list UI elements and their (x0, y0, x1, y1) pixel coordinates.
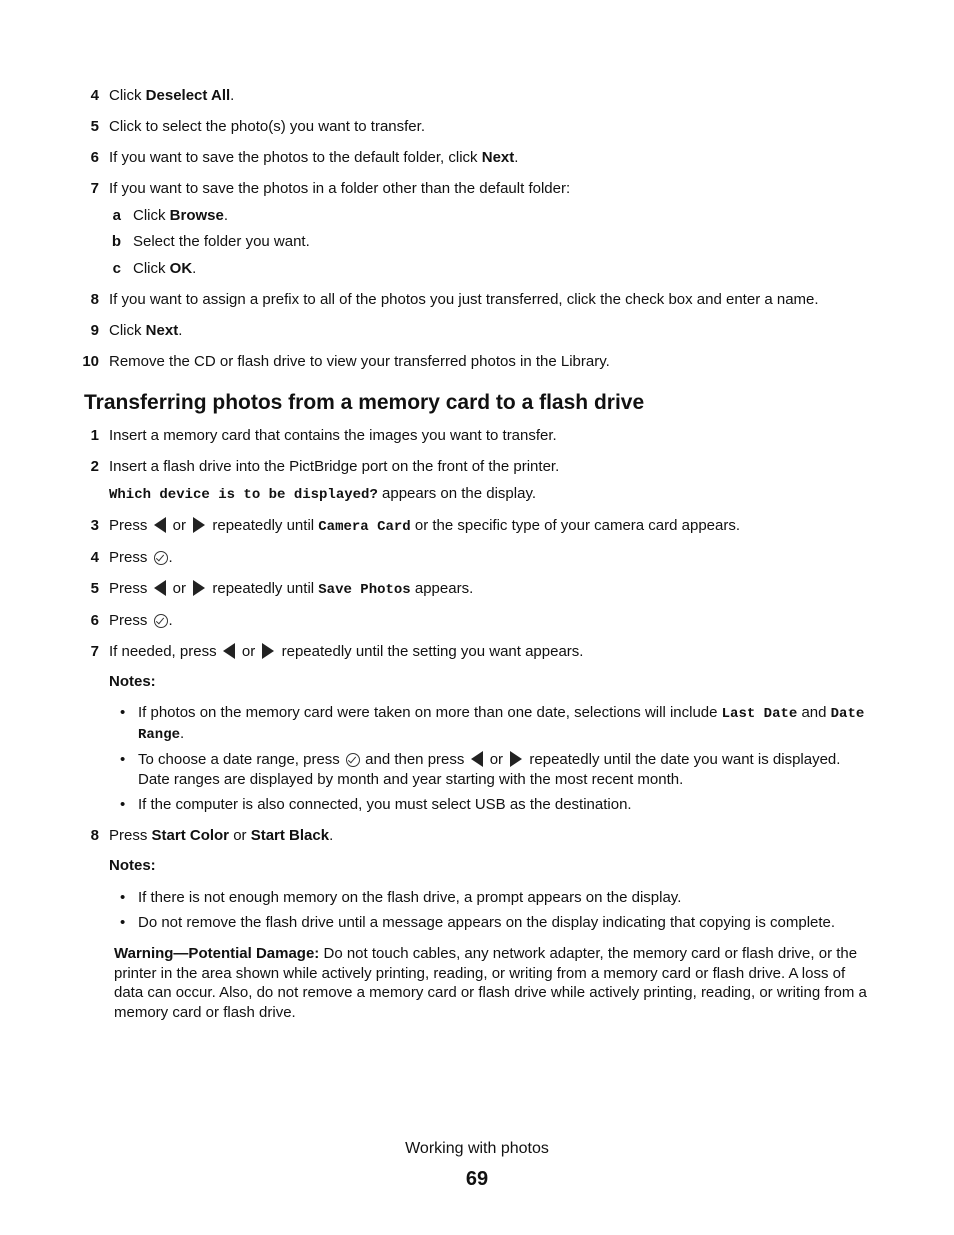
step-text: Click to select the photo(s) you want to transfer. (109, 118, 425, 135)
start-color-label: Start Color (151, 827, 230, 844)
notes-label: Notes: (109, 673, 156, 690)
right-arrow-icon (193, 580, 205, 596)
note-text-post: . (180, 725, 185, 742)
step-number: 4 (90, 87, 99, 104)
press-text: Press (109, 612, 152, 629)
step-number: 5 (90, 118, 99, 135)
left-arrow-icon (154, 580, 166, 596)
bullet-icon: • (120, 796, 126, 813)
press-text: Press (109, 517, 152, 534)
step-text (109, 612, 874, 630)
page-number: 69 (465, 1168, 489, 1190)
step-text (109, 149, 874, 167)
step-number: 1 (90, 427, 99, 444)
step-text-pre: Click (109, 87, 146, 104)
notes-label: Notes: (109, 857, 156, 874)
right-arrow-icon (510, 751, 522, 767)
note-text: If there is not enough memory on the flash drive, a prompt appears on the display. (138, 889, 682, 906)
press-text: Press (109, 549, 152, 566)
bullet-icon: • (120, 889, 126, 906)
step-number: 10 (82, 353, 99, 370)
next-label: Next (145, 322, 179, 339)
step-text-post: . (168, 612, 173, 629)
substep-letter: b (111, 233, 121, 250)
note-text: Do not remove the flash drive until a message appears on the display indicating that copying is complete. (138, 914, 836, 931)
step-text (109, 517, 874, 536)
press-text: Press (109, 827, 152, 844)
next-label: Next (481, 149, 515, 166)
step-text-post: . (168, 549, 173, 566)
step-text-post: . (329, 827, 334, 844)
note-text-pre: To choose a date range, press (138, 751, 344, 768)
substep-text (133, 260, 874, 278)
step-text: If you want to save the photos in a folder other than the default folder: (109, 180, 571, 197)
bullet-icon: • (120, 751, 126, 768)
substep-text-pre: Click (133, 207, 170, 224)
select-button-icon (154, 614, 168, 628)
step-text-post: . (514, 149, 519, 166)
date-range-label: Date Range (138, 706, 865, 743)
step-text (109, 87, 874, 105)
note-text-pre: If photos on the memory card were taken on more than one date, selections will include (138, 704, 722, 721)
step-number: 8 (90, 291, 99, 308)
press-text: Press (109, 580, 152, 597)
step-text: If you want to assign a prefix to all of the photos you just transferred, click the check box and enter a name. (109, 291, 819, 308)
until-text: repeatedly until (208, 580, 319, 597)
step-number: 8 (90, 827, 99, 844)
substep-text-post: . (192, 260, 197, 277)
step-number: 4 (90, 549, 99, 566)
note-text-mid: and then press (360, 751, 469, 768)
right-arrow-icon (193, 517, 205, 533)
left-arrow-icon (471, 751, 483, 767)
step-number: 7 (90, 643, 99, 660)
step-text-pre: If needed, press (109, 643, 221, 660)
step-text-pre: Click (109, 322, 146, 339)
last-date-label: Last Date (721, 706, 798, 722)
bullet-icon: • (120, 914, 126, 931)
or-text: or (168, 517, 191, 534)
until-text: repeatedly until (208, 517, 319, 534)
substep-letter: a (112, 207, 121, 224)
browse-label: Browse (169, 207, 224, 224)
save-photos-label: Save Photos (318, 582, 411, 598)
substep-text-pre: Click (133, 260, 170, 277)
step-number: 9 (90, 322, 99, 339)
note-text (138, 750, 873, 790)
step-text-post: . (178, 322, 183, 339)
step-text (109, 580, 874, 599)
select-button-icon (346, 753, 360, 767)
warning-label: Warning—Potential Damage: (114, 945, 320, 962)
or-text: or (237, 643, 260, 660)
step-text-post: or the specific type of your camera card appears. (410, 517, 741, 534)
step-text-post: . (230, 87, 235, 104)
or-text: or (485, 751, 508, 768)
section-heading: Transferring photos from a memory card to a flash drive (84, 391, 645, 414)
right-arrow-icon (262, 643, 274, 659)
step-text (109, 643, 874, 661)
left-arrow-icon (154, 517, 166, 533)
step-number: 3 (90, 517, 99, 534)
or-text: or (168, 580, 191, 597)
step-text (109, 827, 874, 845)
display-message: Which device is to be displayed? (109, 487, 378, 503)
substep-text: Select the folder you want. (133, 233, 310, 250)
step-text-pre: If you want to save the photos to the default folder, click (109, 149, 482, 166)
step-number: 5 (90, 580, 99, 597)
display-message-text (109, 485, 874, 504)
step-number: 7 (90, 180, 99, 197)
note-text (138, 703, 873, 745)
warning-text: Do not touch cables, any network adapter, the memory card or flash drive, or the printer in the area shown while actively printing, reading, or writing from a memory card or flash drive. A loss of data can occur. Also, do not remove a memory card or flash drive while actively printing, reading, or writing from a memory card or flash drive. (114, 945, 867, 1021)
or-text: or (229, 827, 251, 844)
left-arrow-icon (223, 643, 235, 659)
note-text-post: repeatedly until the date you want is displayed. Date ranges are displayed by month and year starting with the most recent month. (138, 751, 841, 788)
deselect-all-label: Deselect All (145, 87, 231, 104)
camera-card-label: Camera Card (318, 519, 411, 535)
step-text: Remove the CD or flash drive to view your transferred photos in the Library. (109, 353, 610, 370)
step-text: Insert a memory card that contains the images you want to transfer. (109, 427, 557, 444)
bullet-icon: • (120, 704, 126, 721)
substep-text-post: . (223, 207, 229, 224)
ok-label: OK (169, 260, 193, 277)
step-text (109, 549, 874, 567)
step-text-post: repeatedly until the setting you want appears. (277, 643, 584, 660)
select-button-icon (154, 551, 168, 565)
step-number: 6 (90, 149, 99, 166)
substep-letter: c (112, 260, 121, 277)
step-text (109, 322, 874, 340)
substep-text (133, 207, 874, 225)
warning-block (114, 944, 874, 1022)
note-text: If the computer is also connected, you must select USB as the destination. (138, 796, 632, 813)
note-text-mid: and (797, 704, 831, 721)
step-text-post: appears. (410, 580, 474, 597)
step-number: 6 (90, 612, 99, 629)
start-black-label: Start Black (250, 827, 330, 844)
step-number: 2 (90, 458, 99, 475)
display-message-post: appears on the display. (377, 485, 537, 502)
step-text: Insert a flash drive into the PictBridge port on the front of the printer. (109, 458, 560, 475)
footer-chapter-title: Working with photos (405, 1140, 549, 1157)
